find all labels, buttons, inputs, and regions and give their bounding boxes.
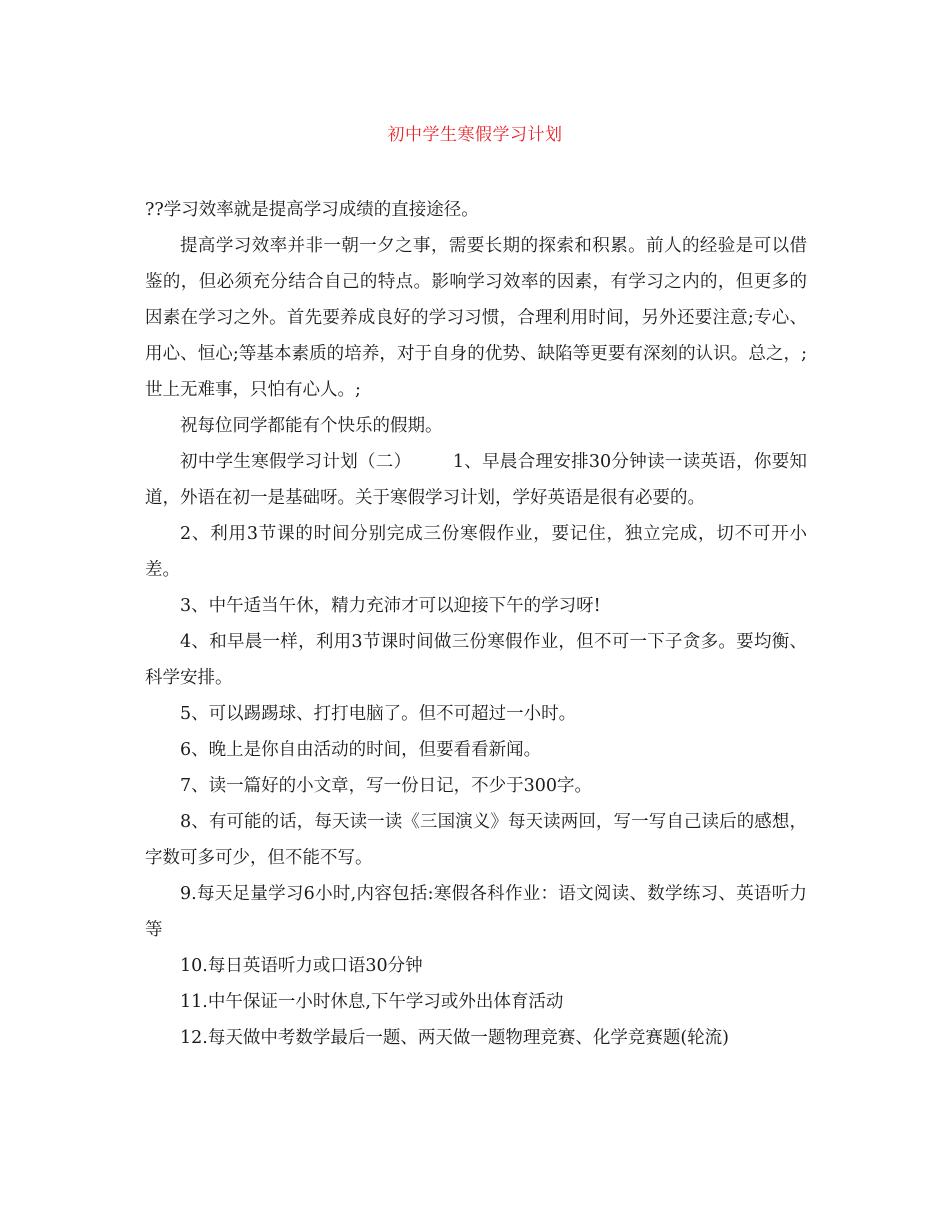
paragraph-plan-item-3: 3、中午适当午休，精力充沛才可以迎接下午的学习呀! [180,596,601,616]
paragraph-plan-item-4: 4、和早晨一样，利用3节课时间做三份寒假作业，但不可一下子贪多。要均衡、科学安排。 [145,632,807,688]
paragraph-plan-item-5: 5、可以踢踢球、打打电脑了。但不可超过一小时。 [180,704,577,724]
paragraph-wish: 祝每位同学都能有个快乐的假期。 [180,416,443,436]
paragraph-efficiency: 提高学习效率并非一朝一夕之事，需要长期的探索和积累。前人的经验是可以借鉴的，但必须充分结合自己的特点。影响学习效率的因素，有学习之内的，但更多的因素在学习之外。首先要养成良好的学习习惯，合理利用时间，另外还要注意;专心、用心、恒心;等基本素质的培养，对于自身的优势、缺陷等更要有深刻的认识。总之，;世上无难事，只怕有心人。; [145,236,807,400]
paragraph-plan-item-2: 2、利用3节课的时间分别完成三份寒假作业，要记住，独立完成，切不可开小差。 [145,524,807,580]
paragraph-plan-item-9: 9.每天足量学习6小时,内容包括:寒假各科作业：语文阅读、数学练习、英语听力等 [145,884,807,940]
paragraph-plan-item-7: 7、读一篇好的小文章，写一份日记，不少于300字。 [180,776,593,796]
paragraph-plan-item-8: 8、有可能的话，每天读一读《三国演义》每天读两回，写一写自己读后的感想，字数可多可少，但不能不写。 [145,812,807,868]
paragraph-intro: ??学习效率就是提高学习成绩的直接途径。 [145,200,479,220]
document-title: 初中学生寒假学习计划 [387,125,563,145]
paragraph-plan-item-12: 12.每天做中考数学最后一题、两天做一题物理竞赛、化学竞赛题(轮流) [180,1028,729,1048]
document-body [145,192,807,1056]
paragraph-plan-item-1: 初中学生寒假学习计划（二） 1、早晨合理安排30分钟读一读英语，你要知道，外语在初一是基础呀。关于寒假学习计划，学好英语是很有必要的。 [145,452,807,508]
paragraph-plan-item-11: 11.中午保证一小时休息,下午学习或外出体育活动 [180,992,564,1012]
paragraph-plan-item-10: 10.每日英语听力或口语30分钟 [180,956,423,976]
paragraph-plan-item-6: 6、晚上是你自由活动的时间，但要看看新闻。 [180,740,542,760]
